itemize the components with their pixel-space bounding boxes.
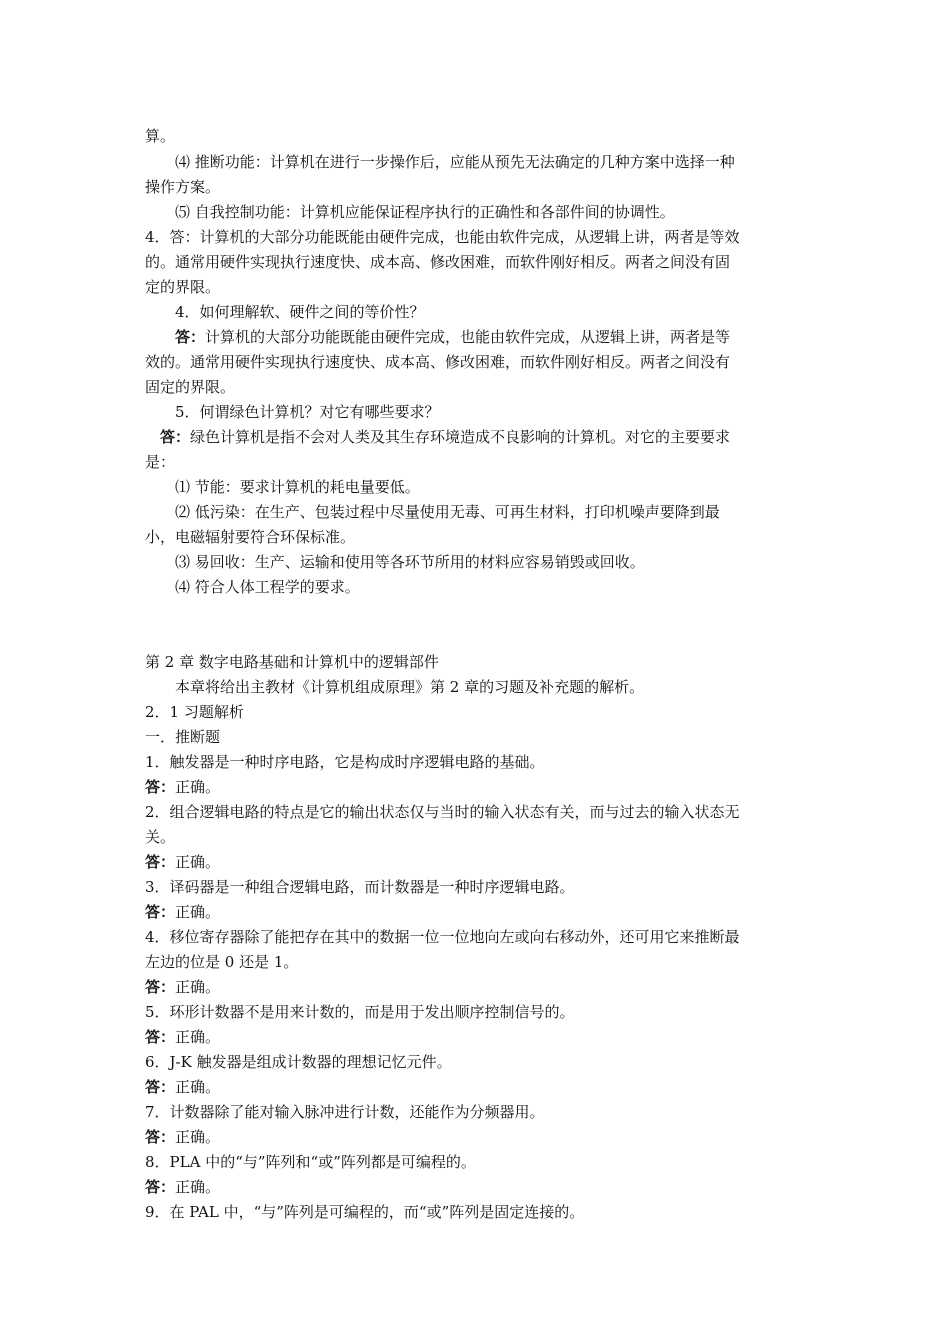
section-heading: 2．1 习题解析 <box>145 703 244 721</box>
answer-label: 答： <box>145 903 176 921</box>
question-4: 4．如何理解软、硬件之间的等价性？ <box>175 303 425 321</box>
answer-line <box>160 427 730 447</box>
question-8: 8．PLA 中的“与”阵列和“或”阵列都是可编程的。 <box>145 1153 476 1171</box>
question-4: 4．移位寄存器除了能把存在其中的数据一位一位地向左或向右移动外，还可用它来推断最 <box>145 928 740 946</box>
answer-label: 答： <box>145 1028 176 1046</box>
text-line: 算。 <box>145 127 176 145</box>
answer-label: 答： <box>145 1078 176 1096</box>
text-line: 定的界限。 <box>145 278 221 296</box>
answer-line <box>145 852 220 872</box>
answer-label: 答： <box>145 853 176 871</box>
answer-line <box>145 1127 220 1147</box>
answer-text: 正确。 <box>175 1178 221 1196</box>
text-line: 是： <box>145 453 176 471</box>
list-item: ⑵ 低污染：在生产、包装过程中尽量使用无毒、可再生材料，打印机噪声要降到最 <box>175 503 720 521</box>
answer-line <box>145 777 220 797</box>
text-line: 固定的界限。 <box>145 378 236 396</box>
question-3: 3．译码器是一种组合逻辑电路，而计数器是一种时序逻辑电路。 <box>145 878 575 896</box>
answer-text: 绿色计算机是指不会对人类及其生存环境造成不良影响的计算机。对它的主要要求 <box>190 428 731 446</box>
question-9: 9．在 PAL 中，“与”阵列是可编程的，而“或”阵列是固定连接的。 <box>145 1203 585 1221</box>
answer-text: 正确。 <box>175 778 221 796</box>
answer-text: 正确。 <box>175 903 221 921</box>
question-2: 2．组合逻辑电路的特点是它的输出状态仅与当时的输入状态有关，而与过去的输入状态无 <box>145 803 740 821</box>
answer-label: 答： <box>145 778 176 796</box>
answer-label: 答： <box>175 328 206 346</box>
list-item: ⑴ 节能：要求计算机的耗电量要低。 <box>175 478 420 496</box>
answer-text: 计算机的大部分功能既能由硬件完成，也能由软件完成，从逻辑上讲，两者是等效 <box>199 228 740 246</box>
answer-number: 4．答： <box>145 228 200 246</box>
text-line: 左边的位是 0 还是 1。 <box>145 953 299 971</box>
text-line: ⑷ 推断功能：计算机在进行一步操作后，应能从预先无法确定的几种方案中选择一种 <box>175 153 735 171</box>
answer-line <box>145 902 220 922</box>
text-line: 小，电磁辐射要符合环保标准。 <box>145 528 356 546</box>
list-item: ⑶ 易回收：生产、运输和使用等各环节所用的材料应容易销毁或回收。 <box>175 553 645 571</box>
text-line: ⑸ 自我控制功能：计算机应能保证程序执行的正确性和各部件间的协调性。 <box>175 203 675 221</box>
answer-text: 正确。 <box>175 1128 221 1146</box>
answer-label: 答： <box>145 978 176 996</box>
answer-text: 计算机的大部分功能既能由硬件完成，也能由软件完成，从逻辑上讲，两者是等 <box>205 328 731 346</box>
answer-text: 正确。 <box>175 1028 221 1046</box>
question-5: 5．环形计数器不是用来计数的，而是用于发出顺序控制信号的。 <box>145 1003 575 1021</box>
text-line: 关。 <box>145 828 176 846</box>
part-heading: 一．推断题 <box>145 728 221 746</box>
answer-text: 正确。 <box>175 853 221 871</box>
answer-line <box>145 1077 220 1097</box>
question-7: 7．计数器除了能对输入脉冲进行计数，还能作为分频器用。 <box>145 1103 545 1121</box>
answer-label: 答： <box>145 1178 176 1196</box>
answer-line <box>145 977 220 997</box>
question-6: 6．J-K 触发器是组成计数器的理想记忆元件。 <box>145 1053 452 1071</box>
list-item: ⑷ 符合人体工程学的要求。 <box>175 578 360 596</box>
text-line: 的。通常用硬件实现执行速度快、成本高、修改困难，而软件刚好相反。两者之间没有固 <box>145 253 731 271</box>
answer-line <box>175 327 730 347</box>
text-line: 效的。通常用硬件实现执行速度快、成本高、修改困难，而软件刚好相反。两者之间没有 <box>145 353 731 371</box>
chapter-intro: 本章将给出主教材《计算机组成原理》第 2 章的习题及补充题的解析。 <box>175 678 645 696</box>
answer-label: 答： <box>160 428 191 446</box>
answer-text: 正确。 <box>175 978 221 996</box>
question-5: 5．何谓绿色计算机？对它有哪些要求？ <box>175 403 440 421</box>
answer-label: 答： <box>145 1128 176 1146</box>
text-line: 操作方案。 <box>145 178 221 196</box>
answer-line <box>145 1027 220 1047</box>
answer-text: 正确。 <box>175 1078 221 1096</box>
answer-line <box>145 1177 220 1197</box>
chapter-title: 第 2 章 数字电路基础和计算机中的逻辑部件 <box>145 653 439 671</box>
answer-line <box>145 227 740 247</box>
question-1: 1．触发器是一种时序电路，它是构成时序逻辑电路的基础。 <box>145 753 545 771</box>
